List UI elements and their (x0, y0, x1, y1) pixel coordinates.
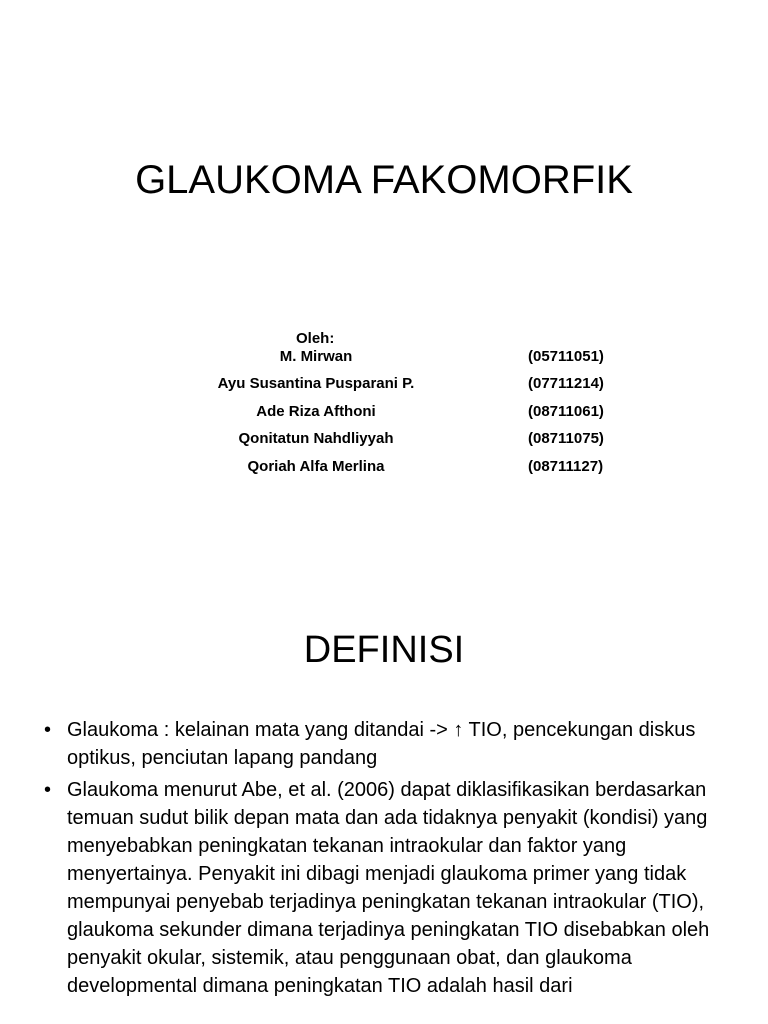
bullet-list (44, 716, 734, 1004)
author-name: Qoriah Alfa Merlina (247, 458, 385, 475)
author-nim: (08711075) (528, 430, 604, 447)
author-nim: (07711214) (528, 375, 604, 392)
list-item (44, 716, 734, 772)
author-name: Ade Riza Afthoni (256, 403, 376, 420)
author-name: Ayu Susantina Pusparani P. (217, 375, 415, 392)
author-nim: (05711051) (528, 348, 604, 365)
author-nim: (08711127) (528, 458, 604, 475)
author-nim: (08711061) (528, 403, 604, 420)
bullet-icon: • (44, 779, 52, 801)
oleh-label: Oleh: (296, 330, 335, 347)
bullet-text: Glaukoma : kelainan mata yang ditandai -> ↑ TIO, pencekungan diskus optikus, penciutan lapang pandang (67, 719, 696, 769)
slide-title: DEFINISI (303, 629, 465, 671)
author-name: M. Mirwan (279, 348, 353, 365)
bullet-text: Glaukoma menurut Abe, et al. (2006) dapat diklasifikasikan berdasarkan temuan sudut bilik depan mata dan ada tidaknya penyakit (kondisi) yang menyebabkan peningkatan tekanan intraokular dan faktor yang menyertainya. Penyakit ini dibagi menjadi glaukoma primer yang tidak mempunyai penyebab terjadinya peningkatan tekanan intraokular (TIO), glaukoma sekunder dimana terjadinya peningkatan TIO disebabkan oleh penyakit okular, sistemik, atau penggunaan obat, dan glaukoma developmental dimana peningkatan TIO adalah hasil dari (67, 779, 710, 997)
bullet-icon: • (44, 719, 52, 741)
list-item (44, 776, 734, 1000)
author-name: Qonitatun Nahdliyyah (238, 430, 394, 447)
slide-title: GLAUKOMA FAKOMORFIK (135, 158, 633, 202)
